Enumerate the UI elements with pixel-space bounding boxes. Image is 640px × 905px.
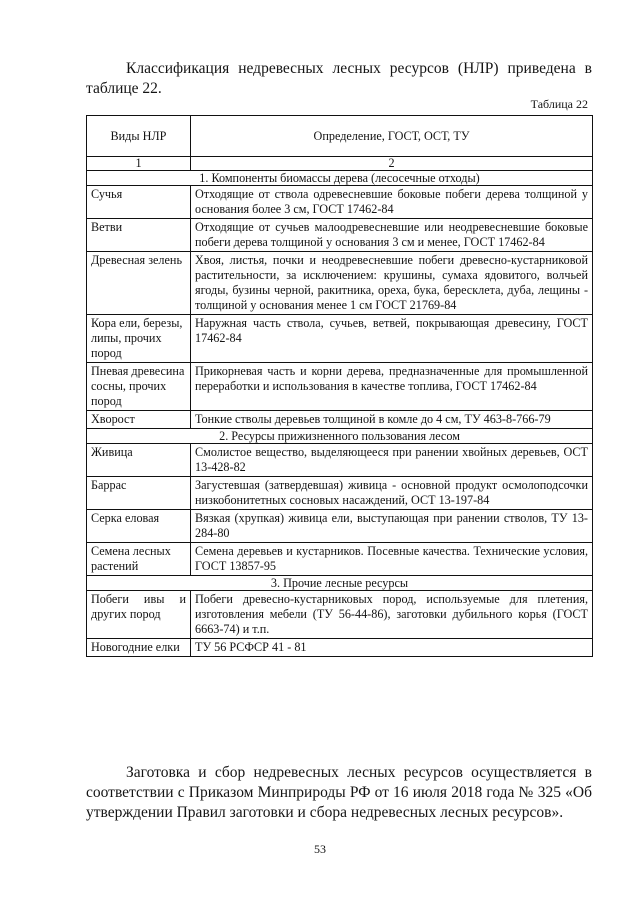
section-title: 1. Компоненты биомассы дерева (лесосечные отходы) bbox=[87, 171, 593, 186]
resource-definition: Хвоя, листья, почки и неодревесневшие побеги древесно-кустарниковой растительности, за исключением: крушины, сумаха ядовитого, волчьей ягоды, бузины черной, ракитника, ореха, бука, бересклета, дуба, лещины - толщиной у основания менее 1 см ГОСТ 21769-84 bbox=[191, 252, 593, 315]
resource-definition: Вязкая (хрупкая) живица ели, выступающая при ранении стволов, ТУ 13-284-80 bbox=[191, 510, 593, 543]
resource-name: Хворост bbox=[87, 411, 191, 429]
resource-name: Побеги ивы и других пород bbox=[87, 591, 191, 639]
resource-name: Семена лесных растений bbox=[87, 543, 191, 576]
section-title: 2. Ресурсы прижизненного пользования лесом bbox=[87, 429, 593, 444]
resource-name: Ветви bbox=[87, 219, 191, 252]
resource-definition: Загустевшая (затвердевшая) живица - основной продукт осмолоподсочки низкобонитетных сосновых насаждений, ОСТ 13-197-84 bbox=[191, 477, 593, 510]
table-row bbox=[87, 591, 593, 639]
resource-name: Пневая древесина сосны, прочих пород bbox=[87, 363, 191, 411]
nlr-classification-table bbox=[86, 115, 593, 657]
column-number-row bbox=[87, 157, 593, 171]
resource-definition: Отходящие от ствола одревесневшие боковые побеги дерева толщиной у основания более 3 см, ГОСТ 17462-84 bbox=[191, 186, 593, 219]
header-types: Виды НЛР bbox=[87, 116, 191, 157]
page-number: 53 bbox=[314, 842, 326, 856]
resource-definition: Прикорневая часть и корни дерева, предназначенные для промышленной переработки и использования в качестве топлива, ГОСТ 17462-84 bbox=[191, 363, 593, 411]
resource-definition: Наружная часть ствола, сучьев, ветвей, покрывающая древесину, ГОСТ 17462-84 bbox=[191, 315, 593, 363]
resource-definition: Семена деревьев и кустарников. Посевные качества. Технические условия, ГОСТ 13857-95 bbox=[191, 543, 593, 576]
column-number: 2 bbox=[191, 157, 593, 171]
table-row bbox=[87, 315, 593, 363]
column-number: 1 bbox=[87, 157, 191, 171]
table-row bbox=[87, 411, 593, 429]
outro-text: Заготовка и сбор недревесных лесных ресурсов осуществляется в соответствии с Приказом Минприроды РФ от 16 июля 2018 года № 325 «Об утверждении Правил заготовки и сбора недревесных лесных ресурсов». bbox=[86, 764, 592, 821]
header-definition: Определение, ГОСТ, ОСТ, ТУ bbox=[191, 116, 593, 157]
table-row bbox=[87, 252, 593, 315]
table-row bbox=[87, 510, 593, 543]
resource-definition: ТУ 56 РСФСР 41 - 81 bbox=[191, 639, 593, 657]
table-row bbox=[87, 639, 593, 657]
resource-definition: Тонкие стволы деревьев толщиной в комле до 4 см, ТУ 463-8-766-79 bbox=[191, 411, 593, 429]
intro-text: Классификация недревесных лесных ресурсов (НЛР) приведена в таблице 22. bbox=[86, 60, 592, 97]
table-header-row bbox=[87, 116, 593, 157]
resource-name: Живица bbox=[87, 444, 191, 477]
outro-paragraph bbox=[86, 763, 592, 823]
resource-name: Баррас bbox=[87, 477, 191, 510]
table-row bbox=[87, 543, 593, 576]
resource-name: Кора ели, березы, липы, прочих пород bbox=[87, 315, 191, 363]
section-title: 3. Прочие лесные ресурсы bbox=[87, 576, 593, 591]
resource-name: Сучья bbox=[87, 186, 191, 219]
table-row bbox=[87, 363, 593, 411]
resource-definition: Побеги древесно-кустарниковых пород, используемые для плетения, изготовления мебели (ТУ 56-44-86), заготовки дубильного корья (ГОСТ 6663-74) и т.п. bbox=[191, 591, 593, 639]
table-row bbox=[87, 477, 593, 510]
resource-definition: Смолистое вещество, выделяющееся при ранении хвойных деревьев, ОСТ 13-428-82 bbox=[191, 444, 593, 477]
resource-name: Новогодние елки bbox=[87, 639, 191, 657]
intro-paragraph bbox=[86, 59, 592, 99]
table-row bbox=[87, 186, 593, 219]
resource-name: Серка еловая bbox=[87, 510, 191, 543]
resource-name: Древесная зелень bbox=[87, 252, 191, 315]
section-row bbox=[87, 576, 593, 591]
table-row bbox=[87, 444, 593, 477]
table-row bbox=[87, 219, 593, 252]
section-row bbox=[87, 171, 593, 186]
resource-definition: Отходящие от сучьев малоодревесневшие или неодревесневшие боковые побеги дерева толщиной у основания 3 см и менее, ГОСТ 17462-84 bbox=[191, 219, 593, 252]
table-caption: Таблица 22 bbox=[530, 97, 588, 111]
section-row bbox=[87, 429, 593, 444]
